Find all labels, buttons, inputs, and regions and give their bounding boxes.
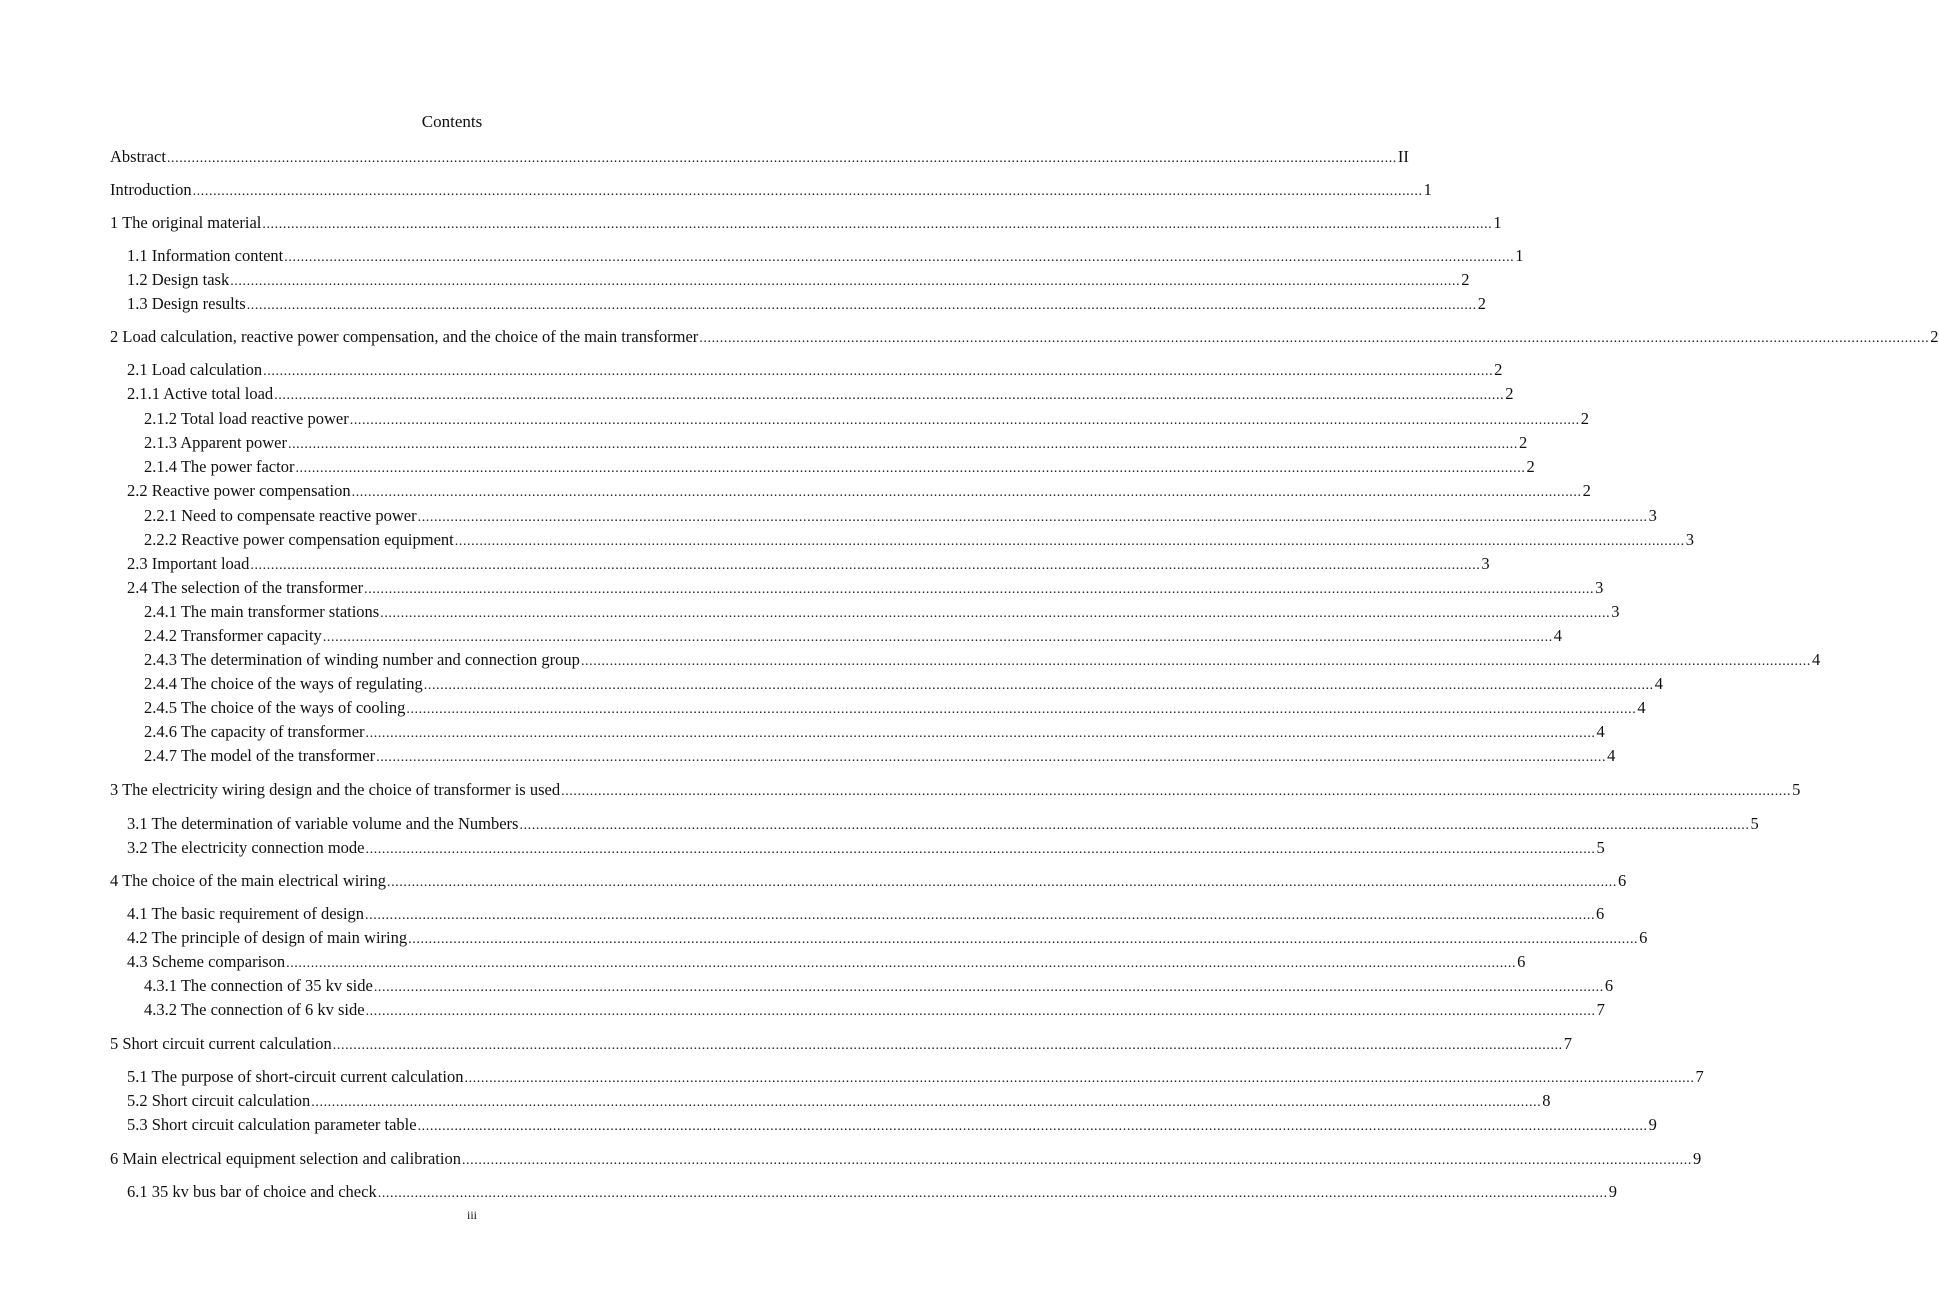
dot-leader: ............................................................................................................................................................................................................................................................................................................ [423,678,1654,693]
toc-entry-label: 3.2 The electricity connection mode [127,838,365,857]
toc-entry[interactable] [127,245,1524,269]
toc-entry-label: 2.4.3 The determination of winding number and connection group [144,650,580,669]
toc-entry[interactable] [144,505,1657,529]
dot-leader: ............................................................................................................................................................................................................................................................................................................ [365,1004,1596,1019]
toc-entry[interactable] [110,212,1502,236]
toc-entry-page: 7 [1563,1034,1573,1053]
toc-entry-label: 5.2 Short circuit calculation [127,1091,311,1110]
dot-leader: ............................................................................................................................................................................................................................................................................................................ [580,654,1811,669]
dot-leader: ............................................................................................................................................................................................................................................................................................................ [274,388,1505,403]
dot-leader: ............................................................................................................................................................................................................................................................................................................ [349,413,1580,428]
dot-leader: ............................................................................................................................................................................................................................................................................................................ [322,630,1553,645]
dot-leader: ............................................................................................................................................................................................................................................................................................................ [295,461,1526,476]
toc-entry-label: 2.2.1 Need to compensate reactive power [144,506,417,525]
toc-entry-label: 1 The original material [110,213,262,232]
toc-entry-label: 2.1 Load calculation [127,360,263,379]
toc-entry-label: 1.3 Design results [127,294,246,313]
dot-leader: ............................................................................................................................................................................................................................................................................................................ [417,510,1648,525]
toc-entry[interactable] [144,649,1821,673]
toc-entry-label: 1.1 Information content [127,246,284,265]
dot-leader: ............................................................................................................................................................................................................................................................................................................ [364,582,1595,597]
toc-entry-label: 2 Load calculation, reactive power compensation, and the choice of the main transformer [110,327,699,346]
toc-entry-label: 2.2 Reactive power compensation [127,481,351,500]
dot-leader: ............................................................................................................................................................................................................................................................................................................ [377,1186,1608,1201]
toc-entry-page: 5 [1596,838,1605,857]
toc-entry-label: 2.4.7 The model of the transformer [144,746,376,765]
toc-entry[interactable] [110,870,1627,894]
toc-entry-label: 5.3 Short circuit calculation parameter table [127,1115,417,1134]
toc-entry-label: 4.3.2 The connection of 6 kv side [144,1000,365,1019]
toc-entry-label: 4.3.1 The connection of 35 kv side [144,976,373,995]
toc-entry-label: 2.4 The selection of the transformer [127,578,364,597]
toc-entry-page: 6 [1639,928,1648,947]
toc-entry[interactable] [110,326,1939,350]
toc-entry[interactable] [144,529,1694,553]
toc-entry[interactable] [127,837,1605,861]
dot-leader: ............................................................................................................................................................................................................................................................................................................ [417,1119,1648,1134]
toc-entry[interactable] [127,553,1490,577]
toc-entry-page: 2 [1580,409,1589,428]
toc-entry-page: 1 [1515,246,1524,265]
toc-entry[interactable] [144,408,1589,432]
toc-entry-label: 6.1 35 kv bus bar of choice and check [127,1182,377,1201]
toc-entry-page: 2 [1930,327,1939,346]
toc-entry-page: 9 [1648,1115,1657,1134]
dot-leader: ............................................................................................................................................................................................................................................................................................................ [365,908,1596,923]
dot-leader: ............................................................................................................................................................................................................................................................................................................ [454,534,1685,549]
toc-entry-page: 2 [1526,457,1535,476]
toc-entry-label: 2.3 Important load [127,554,250,573]
dot-leader: ............................................................................................................................................................................................................................................................................................................ [386,875,1617,890]
toc-entry-page: 3 [1481,554,1490,573]
toc-entry[interactable] [127,1114,1657,1138]
toc-entry[interactable] [110,779,1801,803]
page-number: iii [466,1208,477,1222]
dot-leader: ............................................................................................................................................................................................................................................................................................................ [284,250,1515,265]
toc-entry-label: 1.2 Design task [127,270,230,289]
toc-entry-page: 2 [1494,360,1503,379]
toc-entry-label: 5.1 The purpose of short-circuit current calculation [127,1067,464,1086]
toc-entry[interactable] [110,179,1432,203]
toc-entry-page: 3 [1595,578,1604,597]
toc-entry-page: 6 [1617,871,1627,890]
toc-entry-label: 2.4.4 The choice of the ways of regulating [144,674,423,693]
dot-leader: ............................................................................................................................................................................................................................................................................................................ [250,558,1481,573]
toc-entry-label: 2.1.3 Apparent power [144,433,287,452]
toc-entry[interactable] [144,697,1646,721]
dot-leader: ............................................................................................................................................................................................................................................................................................................ [286,956,1517,971]
toc-entry-page: 3 [1648,506,1657,525]
toc-entry-label: 2.4.1 The main transformer stations [144,602,380,621]
toc-entry[interactable] [127,813,1759,837]
dot-leader: ............................................................................................................................................................................................................................................................................................................ [561,784,1792,799]
dot-leader: ............................................................................................................................................................................................................................................................................................................ [699,331,1930,346]
toc-entry[interactable] [110,1148,1702,1172]
toc-entry-label: 2.1.2 Total load reactive power [144,409,349,428]
toc-entry-page: 6 [1604,976,1614,995]
toc-entry-page: 7 [1596,1000,1605,1019]
toc-entry[interactable] [144,673,1663,697]
toc-entry-page: II [1397,147,1409,166]
toc-entry-label: Abstract [110,147,166,166]
dot-leader: ............................................................................................................................................................................................................................................................................................................ [376,750,1607,765]
toc-entry-page: 4 [1553,626,1563,645]
dot-leader: ............................................................................................................................................................................................................................................................................................................ [365,842,1596,857]
toc-entry[interactable] [127,903,1605,927]
toc-entry-label: 4 The choice of the main electrical wiring [110,871,386,890]
toc-entry-label: 4.1 The basic requirement of design [127,904,365,923]
toc-entry[interactable] [127,951,1526,975]
toc-entry[interactable] [144,432,1528,456]
dot-leader: ............................................................................................................................................................................................................................................................................................................ [365,726,1596,741]
toc-entry-label: 2.2.2 Reactive power compensation equipment [144,530,454,549]
toc-entry[interactable] [144,601,1620,625]
toc-entry[interactable] [144,975,1614,999]
toc-entry-page: 5 [1750,814,1759,833]
toc-entry[interactable] [110,146,1409,170]
dot-leader: ............................................................................................................................................................................................................................................................................................................ [246,298,1477,313]
toc-entry-page: 2 [1518,433,1528,452]
toc-entry-page: 4 [1607,746,1616,765]
dot-leader: ............................................................................................................................................................................................................................................................................................................ [192,184,1423,199]
dot-leader: ............................................................................................................................................................................................................................................................................................................ [166,151,1397,166]
toc-entry[interactable] [144,999,1605,1023]
toc-entry[interactable] [127,269,1470,293]
toc-entry-page: 3 [1685,530,1694,549]
toc-entry-label: 2.4.5 The choice of the ways of cooling [144,698,406,717]
page-title: Contents [421,112,483,131]
toc-entry-page: 2 [1582,481,1591,500]
dot-leader: ............................................................................................................................................................................................................................................................................................................ [406,702,1637,717]
toc-entry-label: 3.1 The determination of variable volume and the Numbers [127,814,519,833]
dot-leader: ............................................................................................................................................................................................................................................................................................................ [380,606,1611,621]
toc-entry-page: 4 [1654,674,1663,693]
toc-entry-page: 3 [1611,602,1620,621]
toc-entry-page: 2 [1505,384,1514,403]
toc-entry[interactable] [144,625,1563,649]
toc-entry-label: 2.1.4 The power factor [144,457,295,476]
dot-leader: ............................................................................................................................................................................................................................................................................................................ [230,274,1461,289]
toc-entry-page: 4 [1811,650,1821,669]
toc-entry-page: 1 [1493,213,1502,232]
toc-entry-page: 7 [1695,1067,1704,1086]
toc-entry-label: 4.3 Scheme comparison [127,952,286,971]
toc-entry-label: Introduction [110,180,192,199]
toc-entry-page: 9 [1692,1149,1702,1168]
toc-entry[interactable] [127,1090,1551,1114]
toc-entry-page: 6 [1517,952,1526,971]
toc-entry[interactable] [127,1066,1704,1090]
dot-leader: ............................................................................................................................................................................................................................................................................................................ [311,1095,1542,1110]
toc-entry[interactable] [127,577,1604,601]
toc-entry-label: 2.1.1 Active total load [127,384,274,403]
toc-entry[interactable] [127,293,1486,317]
dot-leader: ............................................................................................................................................................................................................................................................................................................ [263,364,1494,379]
toc-entry[interactable] [144,745,1616,769]
toc-entry-label: 4.2 The principle of design of main wiring [127,928,408,947]
toc-entry-label: 2.4.2 Transformer capacity [144,626,322,645]
dot-leader: ............................................................................................................................................................................................................................................................................................................ [287,437,1518,452]
toc-entry-page: 4 [1596,722,1605,741]
toc-entry[interactable] [144,721,1605,745]
dot-leader: ............................................................................................................................................................................................................................................................................................................ [332,1038,1563,1053]
toc-entry-page: 8 [1542,1091,1551,1110]
toc-entry[interactable] [110,1033,1573,1057]
toc-entry[interactable] [127,1181,1617,1205]
toc-entry-page: 4 [1637,698,1646,717]
toc-entry-page: 9 [1608,1182,1617,1201]
dot-leader: ............................................................................................................................................................................................................................................................................................................ [351,485,1582,500]
dot-leader: ............................................................................................................................................................................................................................................................................................................ [519,818,1750,833]
dot-leader: ............................................................................................................................................................................................................................................................................................................ [373,980,1604,995]
toc-entry-page: 5 [1792,780,1801,799]
toc-entry-page: 6 [1596,904,1605,923]
toc-entry-page: 1 [1423,180,1432,199]
toc-entry-label: 6 Main electrical equipment selection and calibration [110,1149,461,1168]
toc-entry[interactable] [144,456,1535,480]
dot-leader: ............................................................................................................................................................................................................................................................................................................ [464,1071,1695,1086]
toc-entry[interactable] [127,359,1503,383]
toc-entry-label: 2.4.6 The capacity of transformer [144,722,365,741]
dot-leader: ............................................................................................................................................................................................................................................................................................................ [262,217,1493,232]
toc-entry-label: 3 The electricity wiring design and the choice of transformer is used [110,780,561,799]
dot-leader: ............................................................................................................................................................................................................................................................................................................ [408,932,1639,947]
toc-entry[interactable] [127,927,1648,951]
toc-entry-page: 2 [1461,270,1470,289]
toc-entry-page: 2 [1477,294,1486,313]
toc-entry[interactable] [127,383,1514,407]
toc-entry-label: 5 Short circuit current calculation [110,1034,332,1053]
toc-entry[interactable] [127,480,1591,504]
dot-leader: ............................................................................................................................................................................................................................................................................................................ [461,1153,1692,1168]
